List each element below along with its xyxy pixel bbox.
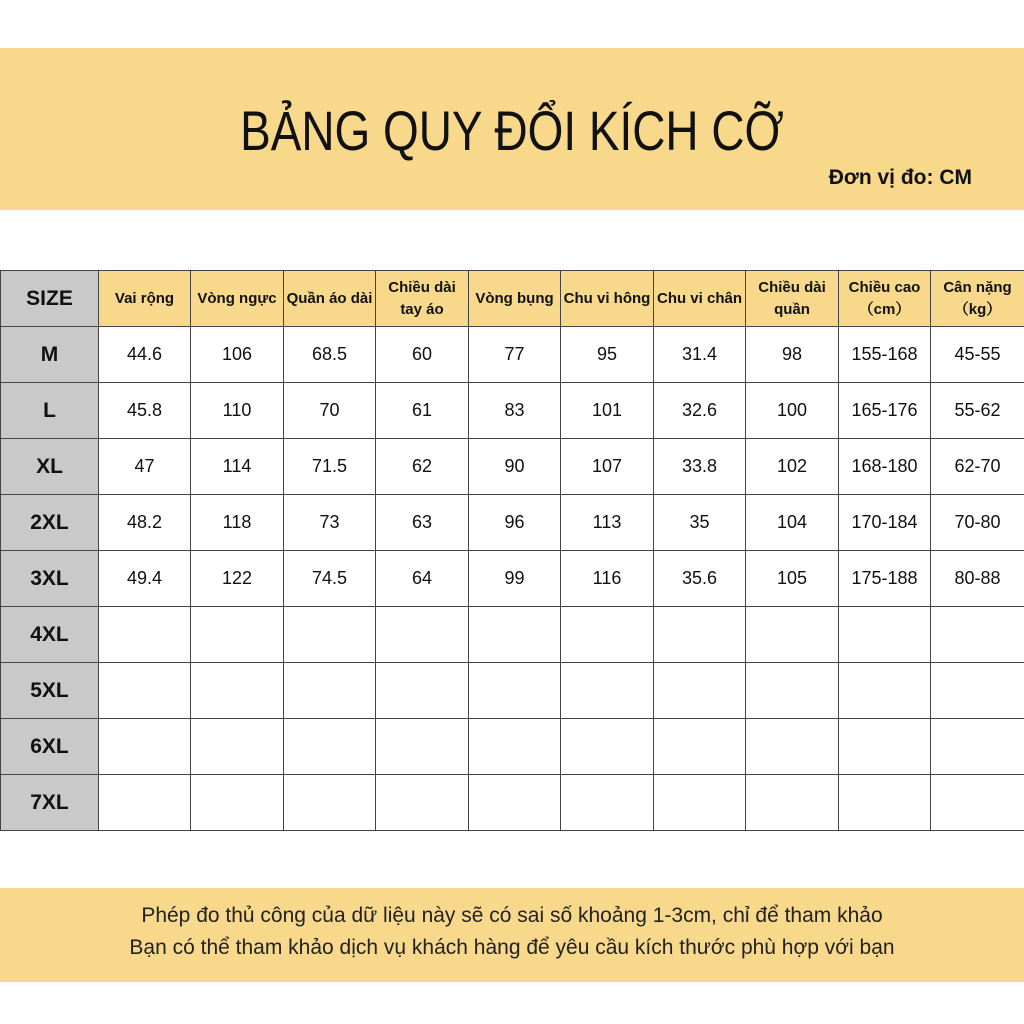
table-cell: 165-176: [839, 383, 931, 439]
table-cell: [191, 607, 284, 663]
table-cell: 45-55: [931, 327, 1024, 383]
table-cell: 113: [561, 495, 654, 551]
table-cell: 35.6: [654, 551, 746, 607]
table-cell: 45.8: [99, 383, 191, 439]
column-header: [839, 271, 931, 327]
column-header-label: tay áo: [400, 300, 444, 318]
size-label: M: [1, 327, 99, 383]
table-cell: [99, 775, 191, 831]
table-row: [1, 495, 1024, 551]
table-cell: [469, 719, 561, 775]
table-cell: [839, 775, 931, 831]
column-header-size: [1, 271, 99, 327]
table-cell: 55-62: [931, 383, 1024, 439]
table-cell: 49.4: [99, 551, 191, 607]
table-row: [1, 719, 1024, 775]
table-cell: 100: [746, 383, 839, 439]
column-header: [99, 271, 191, 327]
table-cell: 33.8: [654, 439, 746, 495]
table-row: [1, 327, 1024, 383]
column-header-label: Cân nặng: [943, 278, 1012, 296]
table-cell: 32.6: [654, 383, 746, 439]
column-header: [746, 271, 839, 327]
size-label: 5XL: [1, 663, 99, 719]
table-cell: [839, 607, 931, 663]
table-cell: 110: [191, 383, 284, 439]
table-cell: 31.4: [654, 327, 746, 383]
size-label: L: [1, 383, 99, 439]
table-cell: 99: [469, 551, 561, 607]
table-cell: [931, 663, 1024, 719]
table-cell: 70-80: [931, 495, 1024, 551]
table-cell: [284, 607, 376, 663]
table-cell: [561, 719, 654, 775]
table-cell: 63: [376, 495, 469, 551]
size-label: 3XL: [1, 551, 99, 607]
column-header-label: Vai rộng: [114, 289, 175, 307]
table-cell: 61: [376, 383, 469, 439]
table-cell: [746, 607, 839, 663]
column-header: [191, 271, 284, 327]
table-cell: [654, 719, 746, 775]
table-cell: [469, 663, 561, 719]
table-cell: [469, 775, 561, 831]
table-cell: 62: [376, 439, 469, 495]
size-label: XL: [1, 439, 99, 495]
table-cell: [376, 775, 469, 831]
table-cell: [561, 607, 654, 663]
table-cell: [99, 719, 191, 775]
table-cell: 102: [746, 439, 839, 495]
column-header: [561, 271, 654, 327]
table-cell: [746, 663, 839, 719]
table-cell: [654, 775, 746, 831]
table-cell: [99, 607, 191, 663]
table-cell: [746, 719, 839, 775]
table-cell: 73: [284, 495, 376, 551]
table-cell: 95: [561, 327, 654, 383]
column-header: [931, 271, 1024, 327]
size-label: 7XL: [1, 775, 99, 831]
table-cell: 175-188: [839, 551, 931, 607]
table-cell: [376, 719, 469, 775]
table-cell: 62-70: [931, 439, 1024, 495]
footer-band: [0, 888, 1024, 982]
table-cell: [931, 607, 1024, 663]
table-cell: [99, 663, 191, 719]
size-label: 6XL: [1, 719, 99, 775]
size-chart-table: [0, 270, 1024, 831]
table-cell: 68.5: [284, 327, 376, 383]
column-header: [284, 271, 376, 327]
table-cell: 98: [746, 327, 839, 383]
table-cell: [376, 663, 469, 719]
table-cell: [469, 607, 561, 663]
table-cell: 35: [654, 495, 746, 551]
table-row: [1, 663, 1024, 719]
column-header-label: Quần áo dài: [286, 289, 373, 307]
column-header: [469, 271, 561, 327]
table-cell: 96: [469, 495, 561, 551]
table-header-row: [1, 271, 1024, 327]
table-row: [1, 439, 1024, 495]
column-header-label: Vòng bụng: [475, 289, 554, 307]
table-cell: 44.6: [99, 327, 191, 383]
column-header-label: （kg）: [953, 300, 1002, 318]
table-cell: 47: [99, 439, 191, 495]
table-cell: [839, 719, 931, 775]
size-label: 2XL: [1, 495, 99, 551]
table-cell: 64: [376, 551, 469, 607]
table-cell: [931, 775, 1024, 831]
table-cell: 122: [191, 551, 284, 607]
table-cell: 104: [746, 495, 839, 551]
table-cell: 106: [191, 327, 284, 383]
size-label: 4XL: [1, 607, 99, 663]
table-cell: 60: [376, 327, 469, 383]
table-cell: [931, 719, 1024, 775]
table-cell: 105: [746, 551, 839, 607]
table-cell: 101: [561, 383, 654, 439]
table-cell: [284, 663, 376, 719]
table-cell: 83: [469, 383, 561, 439]
column-header-label: quần: [774, 300, 810, 318]
table-cell: [191, 775, 284, 831]
unit-label: Đơn vị đo: CM: [828, 166, 972, 189]
column-header: [654, 271, 746, 327]
table-row: [1, 775, 1024, 831]
footer-note-line-2: Bạn có thể tham khảo dịch vụ khách hàng để yêu cầu kích thước phù hợp với bạn: [129, 936, 895, 959]
table-cell: [746, 775, 839, 831]
table-cell: 74.5: [284, 551, 376, 607]
table-cell: 114: [191, 439, 284, 495]
column-header-label: Chu vi chân: [656, 289, 742, 307]
table-cell: 118: [191, 495, 284, 551]
table-cell: [284, 719, 376, 775]
table-cell: 70: [284, 383, 376, 439]
table-cell: 107: [561, 439, 654, 495]
table-row: [1, 607, 1024, 663]
table-cell: [654, 663, 746, 719]
footer-note-line-1: Phép đo thủ công của dữ liệu này sẽ có sai số khoảng 1-3cm, chỉ để tham khảo: [141, 904, 883, 927]
table-cell: [561, 775, 654, 831]
table-cell: 168-180: [839, 439, 931, 495]
table-cell: [191, 663, 284, 719]
table-cell: 90: [469, 439, 561, 495]
column-header-label: Vòng ngực: [197, 289, 277, 307]
table-cell: [376, 607, 469, 663]
table-cell: 116: [561, 551, 654, 607]
column-header-label: Chiều cao: [848, 278, 921, 296]
table-row: [1, 383, 1024, 439]
column-header-label: （cm）: [858, 300, 911, 318]
column-header-label: Chu vi hông: [563, 289, 651, 307]
table-cell: 77: [469, 327, 561, 383]
table-cell: [191, 719, 284, 775]
table-cell: 155-168: [839, 327, 931, 383]
column-header-label: Chiều dài: [758, 278, 826, 296]
page-title: BẢNG QUY ĐỔI KÍCH CỠ: [240, 99, 784, 162]
table-cell: 170-184: [839, 495, 931, 551]
table-cell: [284, 775, 376, 831]
table-cell: [561, 663, 654, 719]
column-header-label: SIZE: [26, 286, 73, 310]
table-cell: 71.5: [284, 439, 376, 495]
table-cell: 80-88: [931, 551, 1024, 607]
column-header: [376, 271, 469, 327]
table-cell: [654, 607, 746, 663]
table-row: [1, 551, 1024, 607]
column-header-label: Chiều dài: [388, 278, 456, 296]
table-cell: 48.2: [99, 495, 191, 551]
table-cell: [839, 663, 931, 719]
